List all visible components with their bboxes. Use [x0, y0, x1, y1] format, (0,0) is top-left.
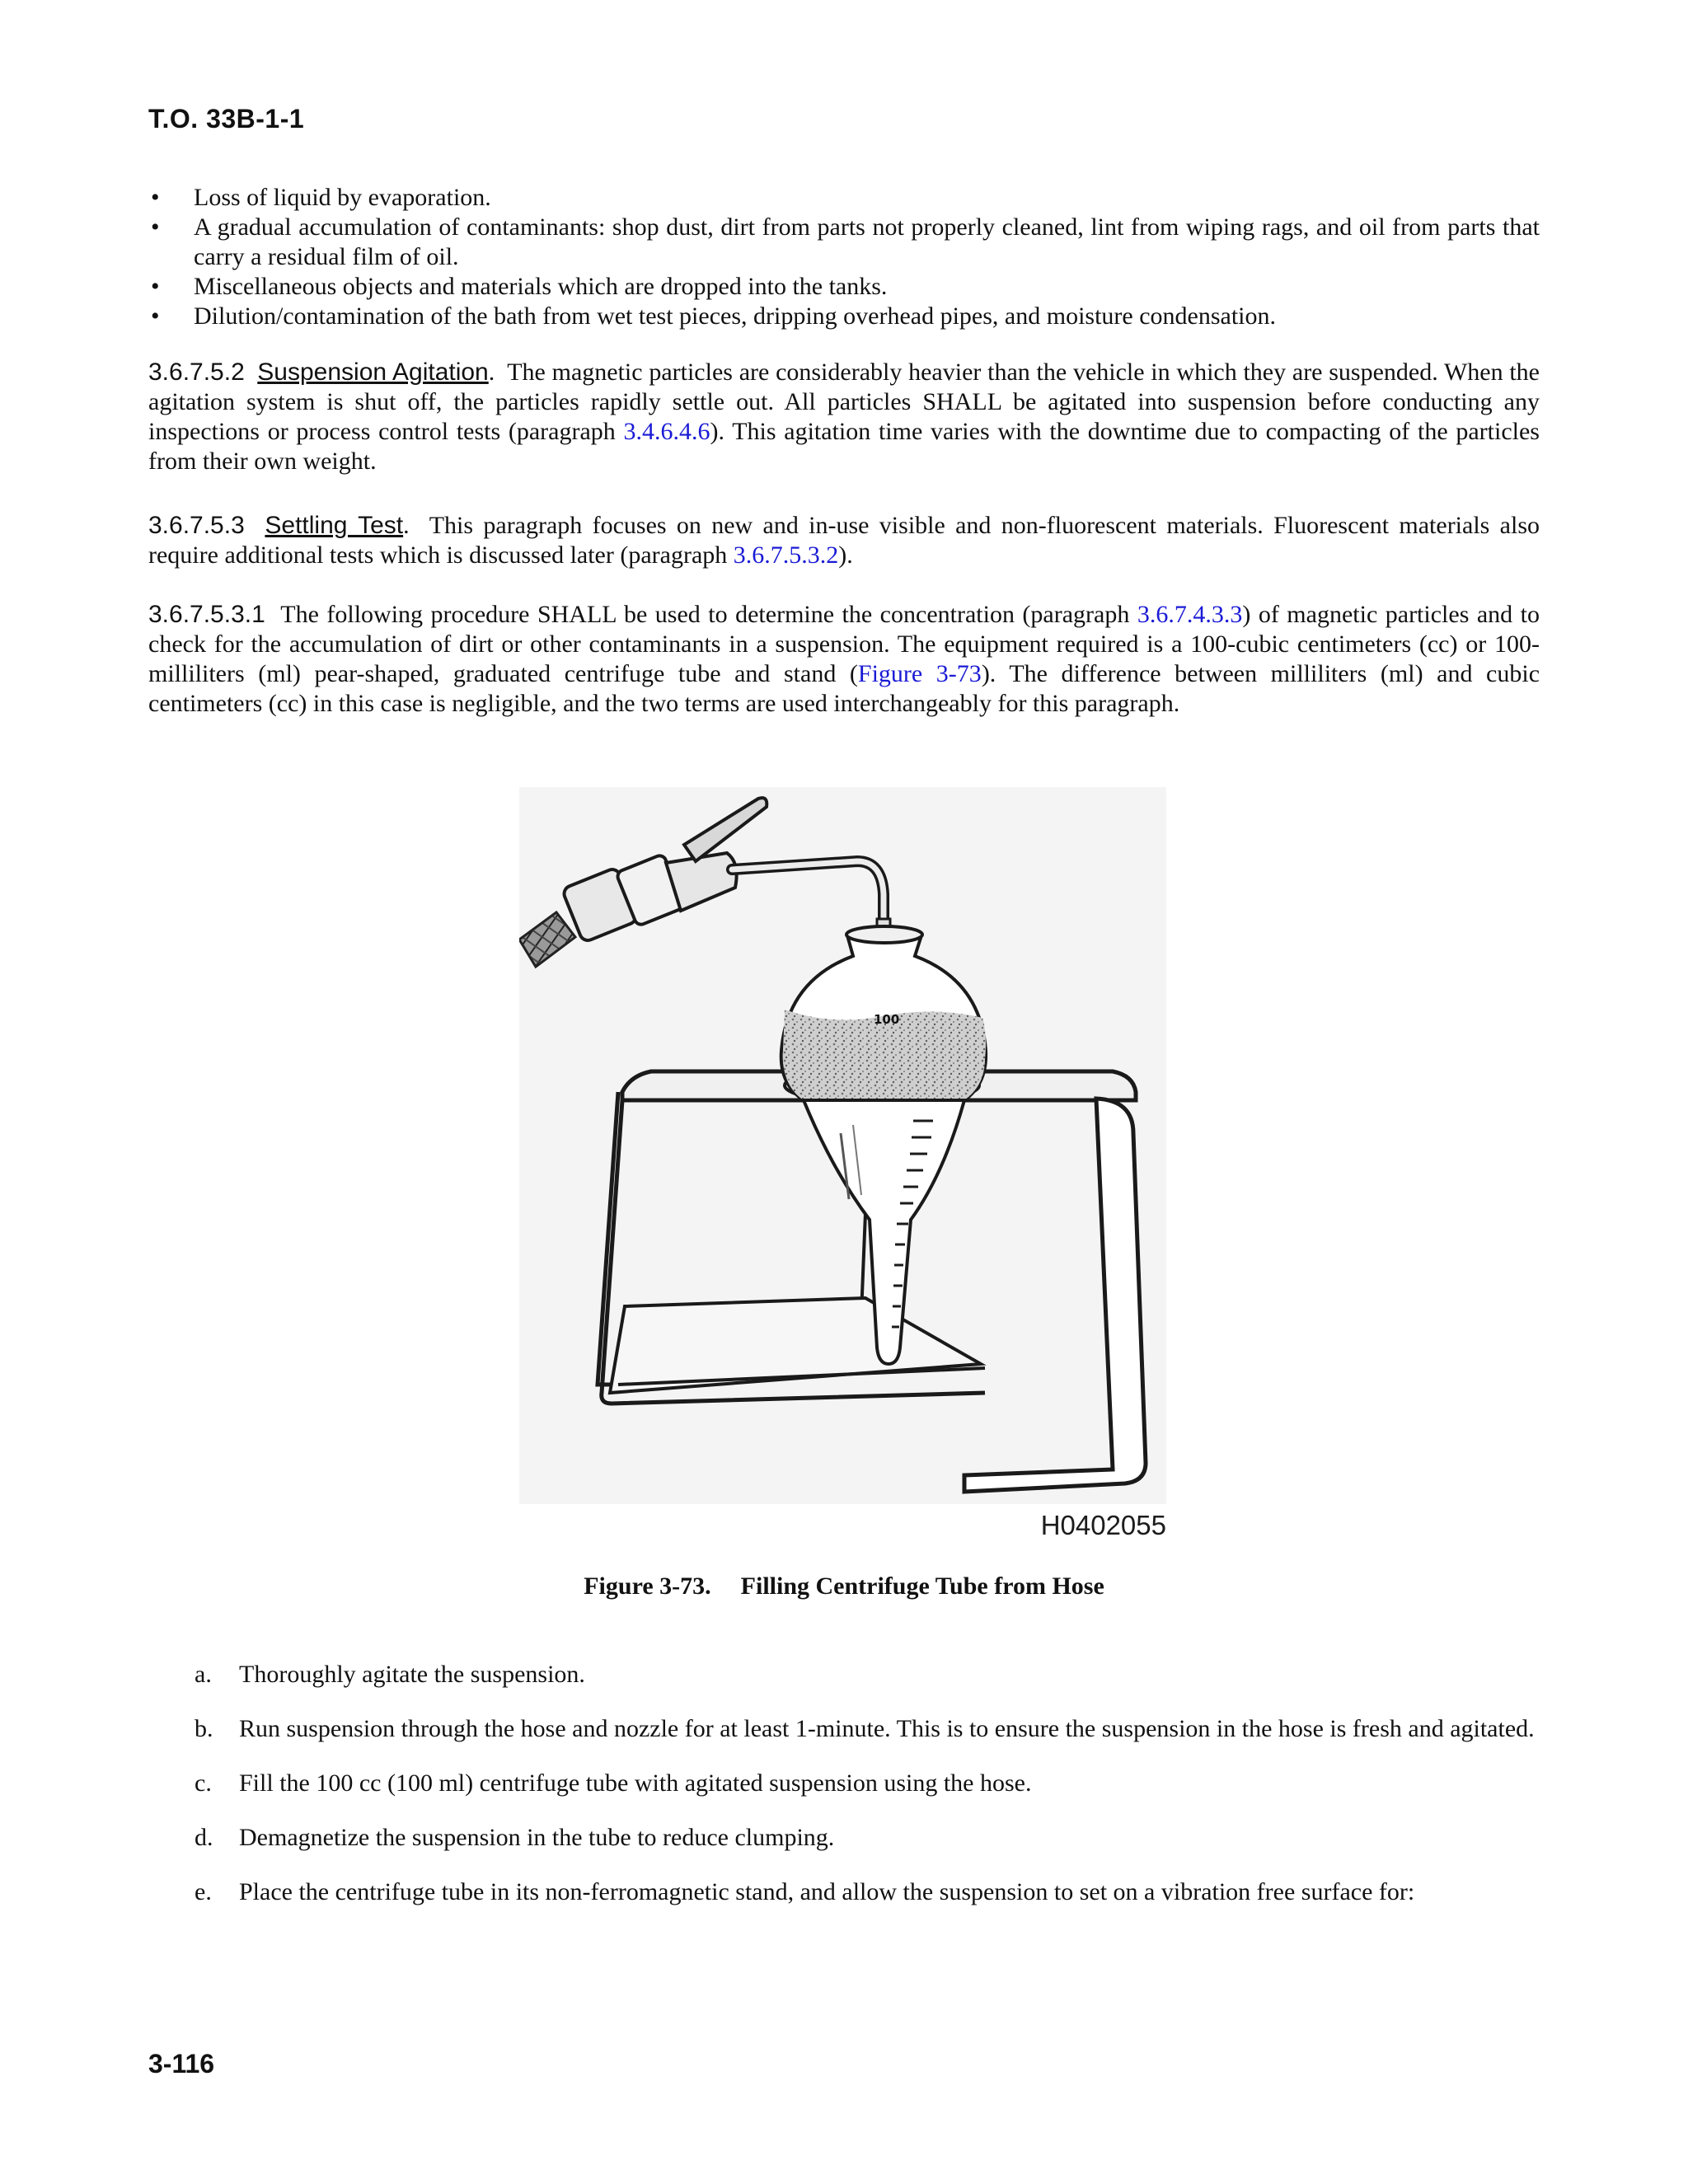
paragraph-title: Suspension Agitation [257, 359, 489, 386]
list-item: e. Place the centrifuge tube in its non-ferromagnetic stand, and allow the suspension to set on a vibration free surface for: [195, 1878, 1415, 1905]
step-label: b. [195, 1715, 213, 1742]
list-item: c. Fill the 100 cc (100 ml) centrifuge tube with agitated suspension using the hose. [195, 1769, 1032, 1797]
paragraph-number: 3.6.7.5.3.1 [148, 601, 265, 628]
centrifuge-illustration [519, 787, 1166, 1504]
document-page [148, 0, 1540, 2184]
figure-caption [148, 1572, 1540, 1601]
tube-graduation-mark: 100 [874, 1012, 900, 1027]
figure-link[interactable]: Figure 3-73 [857, 660, 982, 687]
step-label: a. [195, 1661, 212, 1688]
bullet-icon: • [151, 302, 160, 330]
document-id-header: T.O. 33B-1-1 [148, 104, 305, 134]
paragraph-suspension-agitation: 3.6.7.5.2 Suspension Agitation. The magnetic particles are considerably heavier than the vehicle in which they are suspended. When the agitation system is shut off, the particles rapidly settle out. All particles SHALL be agitated into suspension before conducting any inspections or process control tests (paragraph 3.4.6.4.6). This agitation time varies with the downtime due to compacting of the particles from their own weight. [148, 359, 1540, 475]
list-item: b. Run suspension through the hose and nozzle for at least 1-minute. This is to ensure the suspension in the hose is fresh and agitated. [195, 1715, 1535, 1742]
figure-centrifuge-tube [519, 787, 1166, 1541]
bullet-icon: • [151, 184, 160, 211]
paragraph-number: 3.6.7.5.3 [148, 512, 245, 539]
step-label: e. [195, 1878, 212, 1905]
paragraph-procedure: 3.6.7.5.3.1 The following procedure SHALL be used to determine the concentration (paragraph 3.6.7.4.3.3) of magnetic particles and to check for the accumulation of dirt or other contaminants in a suspension. The equipment required is a 100-cubic centimeters (cc) or 100-milliliters (ml) pear-shaped, graduated centrifuge tube and stand (Figure 3-73). The difference between milliliters (ml) and cubic centimeters (cc) in this case is negligible, and the two terms are used interchangeably for this paragraph. [148, 601, 1540, 717]
figure-caption-label: Figure 3-73. [584, 1572, 711, 1600]
step-label: c. [195, 1769, 212, 1797]
bullet-icon: • [151, 213, 160, 241]
figure-identifier: H0402055 [1040, 1510, 1166, 1540]
paragraph-settling-test: 3.6.7.5.3 Settling Test. This paragraph focuses on new and in-use visible and non-fluorescent materials. Fluorescent materials also require additional tests which is discussed later (paragraph 3.6.7.5.3.2). [148, 512, 1540, 569]
paragraph-link[interactable]: 3.6.7.5.3.2 [733, 541, 839, 569]
page-number: 3-116 [148, 2049, 215, 2079]
contaminant-bullet-list [148, 183, 1540, 331]
paragraph-title: Settling Test [265, 512, 404, 539]
list-item: • Dilution/contamination of the bath from wet test pieces, dripping overhead pipes, and moisture condensation. [151, 302, 1277, 330]
paragraph-link[interactable]: 3.4.6.4.6 [623, 418, 710, 445]
list-item: • Loss of liquid by evaporation. [151, 184, 491, 211]
list-item: a. Thoroughly agitate the suspension. [195, 1661, 585, 1688]
step-label: d. [195, 1824, 213, 1851]
list-item: d. Demagnetize the suspension in the tube to reduce clumping. [195, 1824, 835, 1851]
list-item: • A gradual accumulation of contaminants: shop dust, dirt from parts not properly cleaned, lint from wiping rags, and oil from parts that carry a residual film of oil. [151, 213, 1540, 270]
figure-caption-title: Filling Centrifuge Tube from Hose [740, 1572, 1104, 1600]
procedure-steps [148, 1660, 1540, 1932]
bullet-icon: • [151, 273, 160, 300]
paragraph-number: 3.6.7.5.2 [148, 359, 245, 386]
paragraph-link[interactable]: 3.6.7.4.3.3 [1137, 601, 1243, 628]
list-item: • Miscellaneous objects and materials which are dropped into the tanks. [151, 273, 888, 300]
